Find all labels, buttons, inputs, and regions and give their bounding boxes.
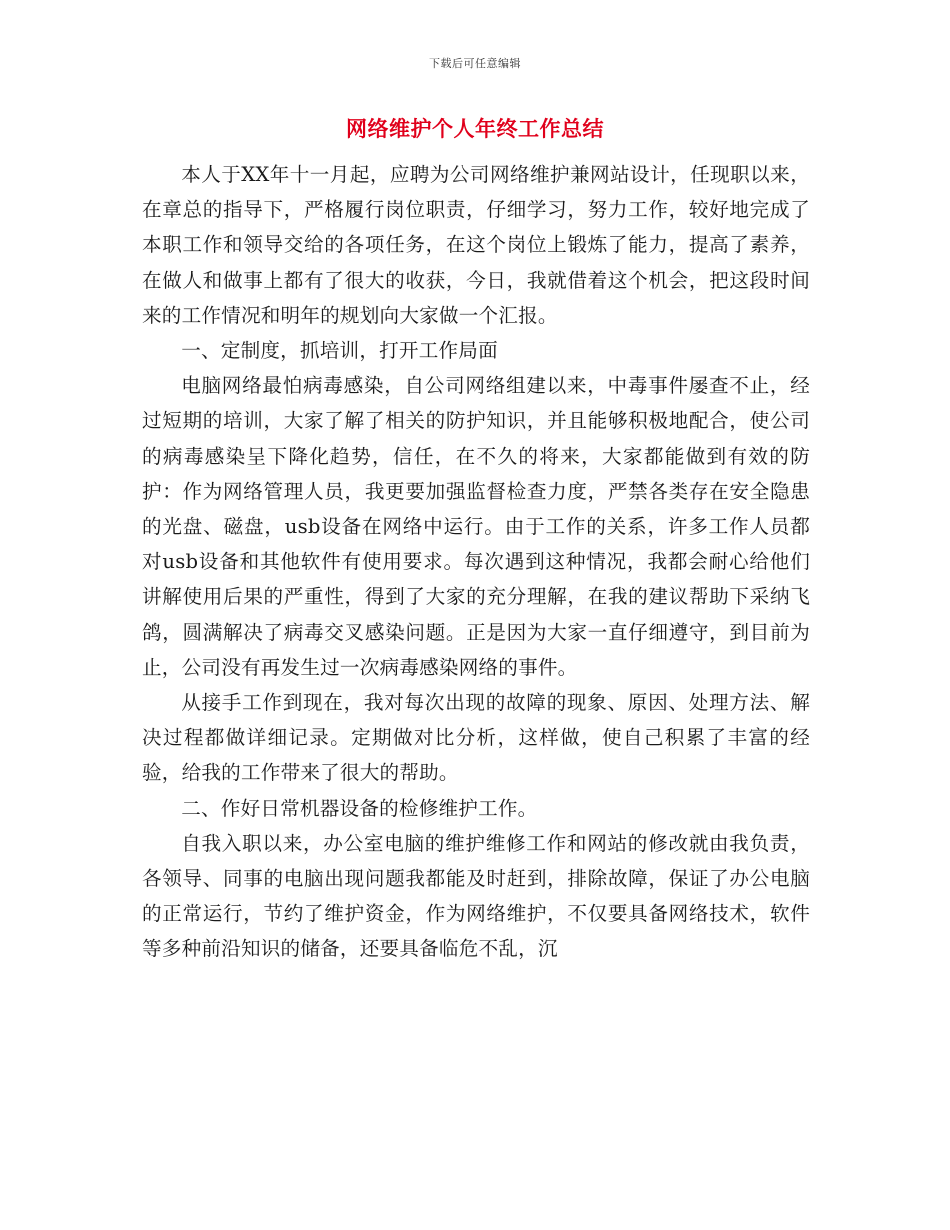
header-note: 下载后可任意编辑: [429, 57, 521, 70]
paragraph-virus-protection: 电脑网络最怕病毒感染，自公司网络组建以来，中毒事件屡查不止，经过短期的培训，大家了解了相关的防护知识，并且能够积极地配合，使公司的病毒感染呈下降化趋势，信任，在不久的将来，大家都能做到有效的防护：作为网络管理人员，我更要加强监督检查力度，严禁各类存在安全隐患的光盘、磁盘，usb设备在网络中运行。由于工作的关系，许多工作人员都对usb设备和其他软件有使用要求。每次遇到这种情况，我都会耐心给他们讲解使用后果的严重性，得到了大家的充分理解，在我的建议帮助下采纳飞鸽，圆满解决了病毒交叉感染问题。正是因为大家一直仔细遵守，到目前为止，公司没有再发生过一次病毒感染网络的事件。: [142, 374, 810, 679]
document-title: 网络维护个人年终工作总结: [346, 117, 604, 141]
document-body: [142, 157, 810, 967]
section-heading-2: 二、作好日常机器设备的检修维护工作。: [181, 796, 538, 820]
paragraph-intro: 本人于XX年十一月起，应聘为公司网络维护兼网站设计，任现职以来，在章总的指导下，严格履行岗位职责，仔细学习，努力工作，较好地完成了本职工作和领导交给的各项任务，在这个岗位上锻炼了能力，提高了素养，在做人和做事上都有了很大的收获，今日，我就借着这个机会，把这段时间来的工作情况和明年的规划向大家做一个汇报。: [142, 163, 810, 327]
paragraph-fault-records: 从接手工作到现在，我对每次出现的故障的现象、原因、处理方法、解决过程都做详细记录。定期做对比分析，这样做，使自己积累了丰富的经验，给我的工作带来了很大的帮助。: [142, 691, 810, 785]
section-heading-1: 一、定制度，抓培训，打开工作局面: [181, 339, 498, 363]
paragraph-maintenance: 自我入职以来，办公室电脑的维护维修工作和网站的修改就由我负责，各领导、同事的电脑出现问题我都能及时赶到，排除故障，保证了办公电脑的正常运行，节约了维护资金，作为网络维护，不仅要具备网络技术，软件等多种前沿知识的储备，还要具备临危不乱，沉: [142, 831, 810, 961]
